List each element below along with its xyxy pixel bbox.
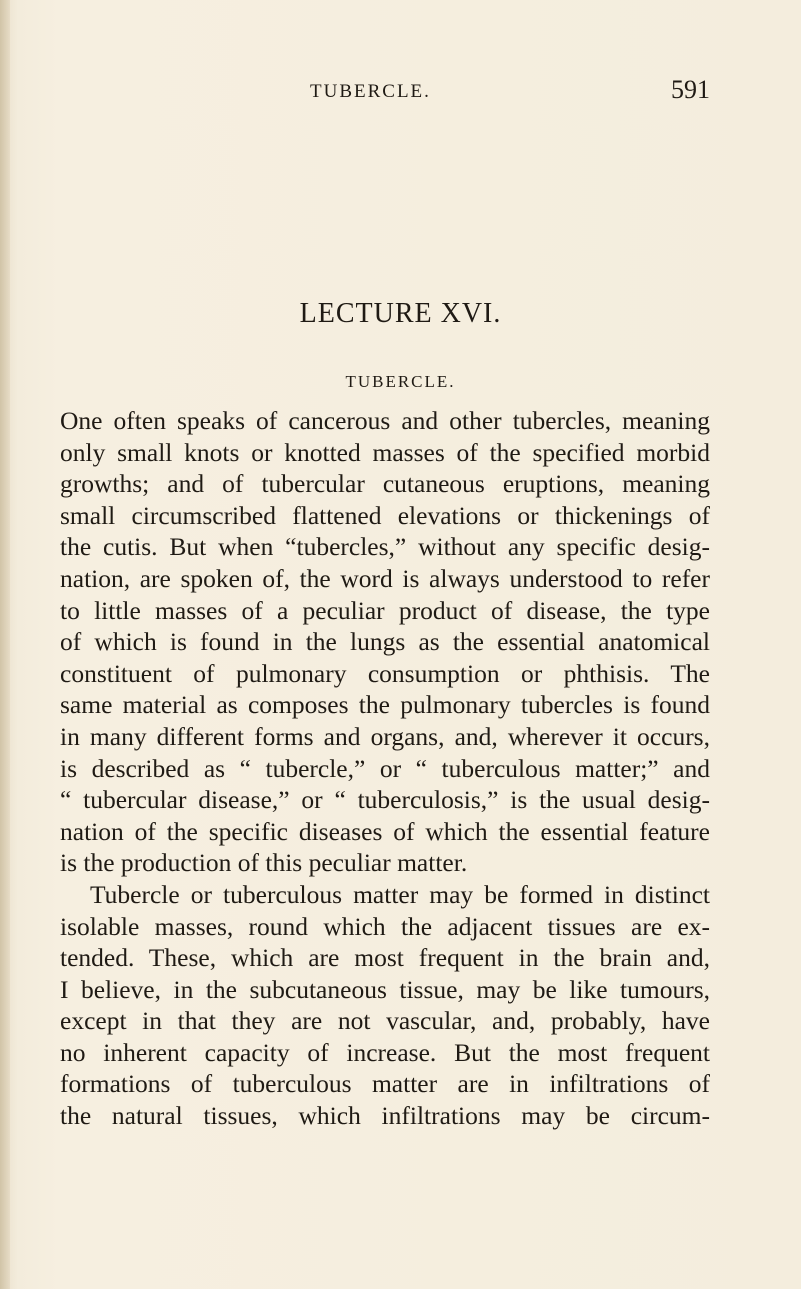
text-line: the natural tissues, which infiltrations may be circum- [60,1101,710,1131]
page-gutter-shadow [0,0,10,1289]
text-line: constituent of pulmonary consumption or phthisis. The [60,658,710,688]
text-line: “ tubercular disease,” or “ tuberculosis,” is the usual desig- [60,785,710,815]
text-line: is the production of this peculiar matter. [60,848,468,878]
text-line: except in that they are not vascular, and, probably, have [60,1006,710,1036]
text-line: the cutis. But when “tubercles,” without any specific desig- [60,532,710,562]
text-line: isolable masses, round which the adjacent tissues are ex- [60,911,710,941]
text-line: I believe, in the subcutaneous tissue, may be like tumours, [60,974,710,1004]
lecture-heading: LECTURE XVI. [299,298,502,329]
page-number: 591 [671,75,710,104]
running-title: TUBERCLE. [310,81,431,102]
paragraph-1 [60,405,710,879]
text-line: formations of tuberculous matter are in infiltrations of [60,1069,710,1099]
text-line: nation of the specific diseases of which the essential feature [60,816,710,846]
text-line: One often speaks of cancerous and other tubercles, meaning [60,406,710,435]
text-line: in many different forms and organs, and, wherever it occurs, [60,721,710,751]
text-line: nation, are spoken of, the word is always understood to refer [60,563,710,593]
running-head [60,75,710,107]
body-text [60,405,710,1132]
text-line: is described as “ tubercle,” or “ tuberculous matter;” and [60,753,710,783]
text-line: no inherent capacity of increase. But the most frequent [60,1037,710,1067]
text-line: Tubercle or tuberculous matter may be formed in distinct [90,879,710,909]
text-line: same material as composes the pulmonary tubercles is found [60,690,710,720]
text-line: growths; and of tubercular cutaneous eruptions, meaning [60,469,710,499]
text-line: of which is found in the lungs as the essential anatomical [60,627,710,657]
paragraph-2 [60,879,710,1132]
text-line: to little masses of a peculiar product of disease, the type [60,595,710,625]
section-heading: TUBERCLE. [345,372,456,391]
text-line: small circumscribed flattened elevations or thickenings of [60,500,710,530]
text-line: tended. These, which are most frequent in the brain and, [60,943,710,973]
text-line: only small knots or knotted masses of the specified morbid [60,437,710,467]
